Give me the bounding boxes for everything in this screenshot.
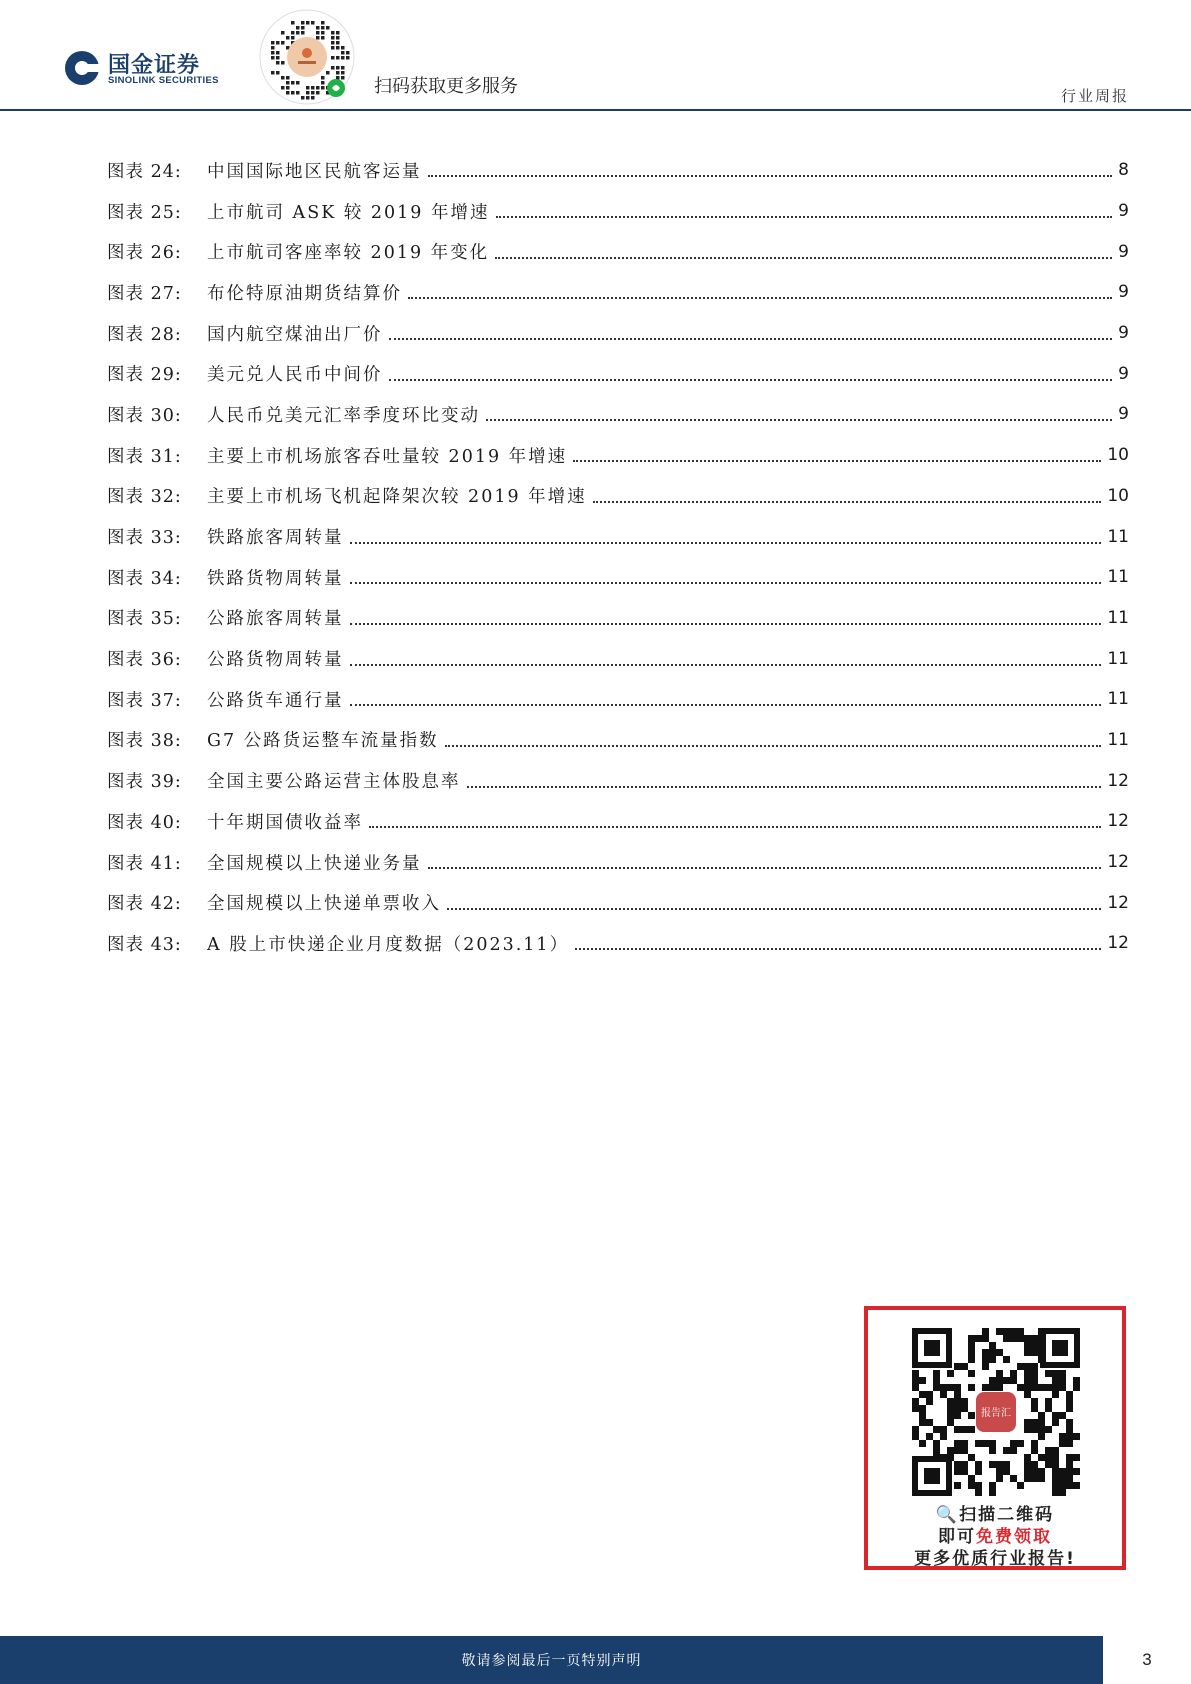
- toc-dot-leader: [575, 948, 1101, 950]
- toc-entry-title: 公路旅客周转量: [207, 609, 344, 630]
- toc-dot-leader: [369, 826, 1101, 828]
- toc-entry[interactable]: [107, 313, 1129, 354]
- toc-entry[interactable]: [107, 679, 1129, 720]
- toc-entry-label: 图表 43:: [107, 934, 182, 955]
- toc-entry-title: 铁路货物周转量: [207, 568, 344, 589]
- scan-for-services-text: 扫码获取更多服务: [374, 76, 518, 97]
- toc-dot-leader: [350, 664, 1102, 666]
- toc-entry-page: 9: [1118, 363, 1129, 384]
- toc-entry-label: 图表 39:: [107, 772, 182, 793]
- toc-entry-page: 11: [1107, 729, 1129, 750]
- toc-dot-leader: [573, 460, 1101, 462]
- toc-entry[interactable]: [107, 191, 1129, 232]
- toc-dot-leader: [428, 175, 1113, 177]
- toc-entry-page: 12: [1107, 770, 1129, 791]
- toc-entry-title: 美元兑人民币中间价: [207, 365, 383, 386]
- toc-entry[interactable]: [107, 476, 1129, 517]
- toc-entry[interactable]: [107, 923, 1129, 964]
- toc-entry[interactable]: [107, 842, 1129, 883]
- toc-entry[interactable]: [107, 882, 1129, 923]
- toc-entry-label: 图表 25:: [107, 202, 182, 223]
- toc-entry-title: 国内航空煤油出厂价: [207, 324, 383, 345]
- toc-entry-label: 图表 40:: [107, 812, 182, 833]
- toc-entry-page: 11: [1107, 648, 1129, 669]
- report-qr-code-icon[interactable]: [912, 1328, 1080, 1496]
- toc-dot-leader: [486, 419, 1112, 421]
- toc-entry-title: 全国规模以上快递单票收入: [207, 894, 441, 915]
- toc-entry-label: 图表 41:: [107, 853, 182, 874]
- toc-entry-title: 铁路旅客周转量: [207, 528, 344, 549]
- toc-entry-page: 11: [1107, 567, 1129, 588]
- toc-entry[interactable]: [107, 638, 1129, 679]
- toc-entry-page: 10: [1107, 485, 1129, 506]
- toc-entry-label: 图表 33:: [107, 528, 182, 549]
- page-number: 3: [1142, 1650, 1152, 1669]
- toc-entry[interactable]: [107, 272, 1129, 313]
- promo-line2-prefix: 即可: [938, 1527, 976, 1547]
- toc-entry-page: 10: [1107, 445, 1129, 466]
- toc-entry-page: 12: [1107, 811, 1129, 832]
- mini-program-qr-icon[interactable]: [258, 8, 356, 106]
- toc-dot-leader: [389, 338, 1113, 340]
- toc-entry-title: 全国主要公路运营主体股息率: [207, 772, 461, 793]
- toc-entry[interactable]: [107, 231, 1129, 272]
- toc-dot-leader: [408, 297, 1112, 299]
- toc-entry-page: 11: [1107, 526, 1129, 547]
- qr-badge-text: 报告汇: [981, 1408, 1011, 1419]
- figure-index-list: [107, 150, 1129, 964]
- toc-entry[interactable]: [107, 150, 1129, 191]
- toc-dot-leader: [593, 501, 1102, 503]
- toc-dot-leader: [445, 745, 1102, 747]
- page-header: [0, 0, 1191, 112]
- toc-entry-page: 9: [1118, 241, 1129, 262]
- toc-dot-leader: [389, 379, 1113, 381]
- footer-disclaimer: 敬请参阅最后一页特别声明: [461, 1653, 642, 1669]
- toc-entry-title: A 股上市快递企业月度数据（2023.11）: [207, 934, 570, 955]
- toc-entry[interactable]: [107, 598, 1129, 639]
- toc-entry-label: 图表 37:: [107, 690, 182, 711]
- logo-chinese-name: 国金证券: [108, 53, 201, 78]
- toc-dot-leader: [496, 216, 1113, 218]
- toc-entry-label: 图表 32:: [107, 487, 182, 508]
- toc-entry[interactable]: [107, 801, 1129, 842]
- toc-entry[interactable]: [107, 394, 1129, 435]
- toc-entry-title: 公路货物周转量: [207, 650, 344, 671]
- toc-entry-page: 8: [1118, 160, 1129, 181]
- toc-entry[interactable]: [107, 516, 1129, 557]
- toc-entry-title: 布伦特原油期货结算价: [207, 283, 402, 304]
- magnifier-icon: 🔍: [935, 1505, 960, 1525]
- toc-entry-label: 图表 30:: [107, 405, 182, 426]
- toc-entry-title: 人民币兑美元汇率季度环比变动: [207, 405, 480, 426]
- page-footer: [0, 1636, 1103, 1684]
- toc-entry-label: 图表 26:: [107, 243, 182, 264]
- toc-entry-label: 图表 35:: [107, 609, 182, 630]
- toc-entry-title: 十年期国债收益率: [207, 812, 363, 833]
- toc-entry-title: 主要上市机场旅客吞吐量较 2019 年增速: [207, 446, 568, 467]
- toc-entry[interactable]: [107, 760, 1129, 801]
- report-type-label: 行业周报: [1060, 87, 1129, 105]
- toc-entry[interactable]: [107, 353, 1129, 394]
- toc-dot-leader: [447, 908, 1101, 910]
- toc-entry-label: 图表 28:: [107, 324, 182, 345]
- toc-entry-page: 9: [1118, 282, 1129, 303]
- toc-entry-label: 图表 24:: [107, 161, 182, 182]
- toc-dot-leader: [495, 257, 1112, 259]
- toc-dot-leader: [350, 623, 1102, 625]
- toc-entry-label: 图表 31:: [107, 446, 182, 467]
- toc-dot-leader: [350, 704, 1102, 706]
- toc-dot-leader: [350, 542, 1102, 544]
- toc-entry-title: 公路货车通行量: [207, 690, 344, 711]
- toc-entry-title: 上市航司客座率较 2019 年变化: [207, 243, 490, 264]
- header-divider: [0, 109, 1191, 111]
- toc-entry-title: 全国规模以上快递业务量: [207, 853, 422, 874]
- toc-dot-leader: [428, 867, 1102, 869]
- toc-entry-label: 图表 38:: [107, 731, 182, 752]
- toc-entry-title: 主要上市机场飞机起降架次较 2019 年增速: [207, 487, 587, 508]
- toc-entry[interactable]: [107, 720, 1129, 761]
- toc-entry[interactable]: [107, 557, 1129, 598]
- toc-entry-page: 9: [1118, 323, 1129, 344]
- toc-entry-title: G7 公路货运整车流量指数: [207, 731, 439, 752]
- toc-entry-page: 11: [1107, 689, 1129, 710]
- promo-line2-highlight: 免费领取: [976, 1527, 1052, 1547]
- toc-entry-label: 图表 36:: [107, 650, 182, 671]
- toc-dot-leader: [467, 786, 1102, 788]
- toc-entry-page: 12: [1107, 852, 1129, 873]
- sinolink-logo-icon: [64, 50, 100, 86]
- toc-entry-page: 12: [1107, 933, 1129, 954]
- toc-entry-title: 中国国际地区民航客运量: [207, 161, 422, 182]
- report-qr-promo[interactable]: [864, 1306, 1126, 1570]
- toc-entry-label: 图表 34:: [107, 568, 182, 589]
- company-logo: [64, 48, 234, 88]
- logo-english-name: SINOLINK SECURITIES: [108, 75, 219, 86]
- promo-more-reports-line: 更多优质行业报告!: [914, 1549, 1076, 1569]
- toc-entry-label: 图表 29:: [107, 365, 182, 386]
- toc-entry-title: 上市航司 ASK 较 2019 年增速: [207, 202, 490, 223]
- toc-entry-page: 12: [1107, 892, 1129, 913]
- toc-entry[interactable]: [107, 435, 1129, 476]
- promo-line1-text: 扫描二维码: [959, 1505, 1055, 1525]
- toc-entry-label: 图表 42:: [107, 894, 182, 915]
- toc-dot-leader: [350, 582, 1102, 584]
- toc-entry-page: 9: [1118, 404, 1129, 425]
- toc-entry-label: 图表 27:: [107, 283, 182, 304]
- toc-entry-page: 11: [1107, 607, 1129, 628]
- toc-entry-page: 9: [1118, 201, 1129, 222]
